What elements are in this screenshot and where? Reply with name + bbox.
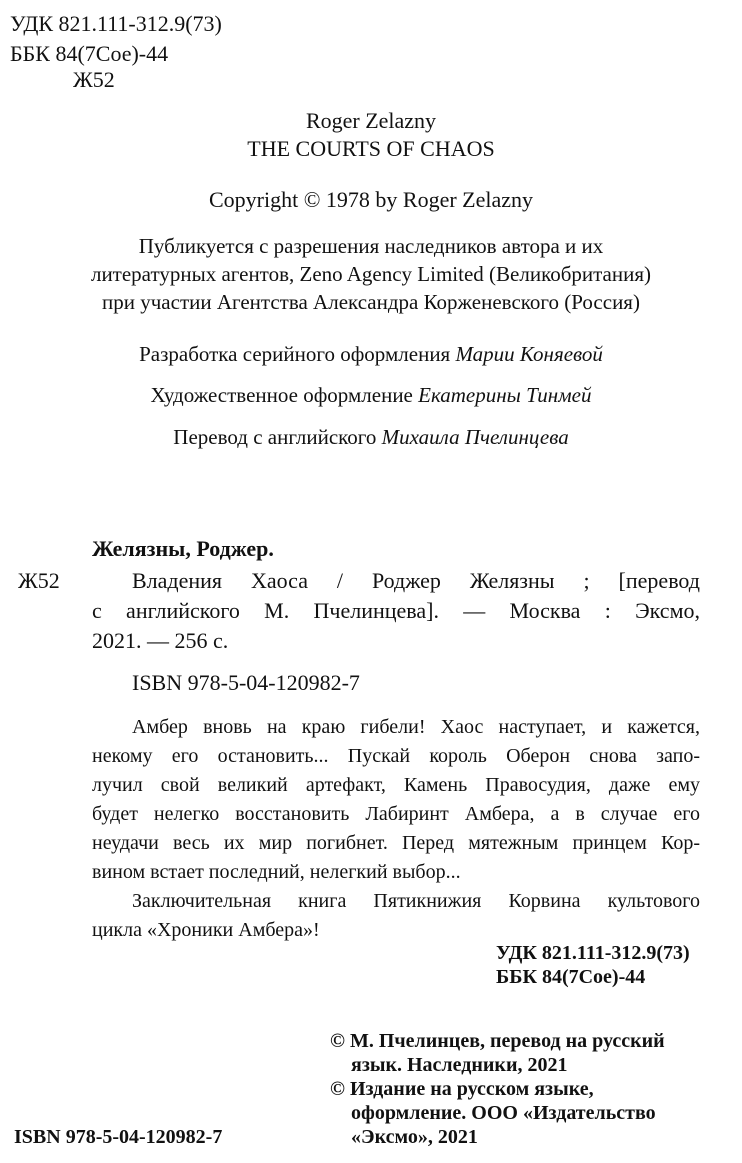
footer-copyright-line: «Эксмо», 2021	[351, 1126, 478, 1148]
credit-name: Марии Коняевой	[455, 342, 603, 366]
credit-name: Михаила Пчелинцева	[381, 425, 569, 449]
footer-copyright-line: язык. Наследники, 2021	[351, 1054, 568, 1076]
catalog-author-heading: Желязны, Роджер.	[92, 536, 274, 561]
catalog-code: Ж52	[18, 568, 60, 593]
annotation-line: неудачи весь их мир погибнет. Перед мятежным принцем Кор-	[92, 832, 700, 854]
credit-translation	[0, 425, 742, 450]
classification-udk: УДК 821.111-312.9(73)	[496, 942, 690, 964]
annotation-line: цикла «Хроники Амбера»!	[92, 919, 320, 941]
catalog-entry-line: 2021. — 256 с.	[92, 628, 229, 653]
credit-label: Перевод с английского	[173, 425, 377, 449]
footer-copyright-line: © М. Пчелинцев, перевод на русский	[330, 1030, 665, 1052]
annotation-line: Заключительная книга Пятикнижия Корвина культового	[132, 890, 700, 912]
annotation-line: лучил свой великий артефакт, Камень Правосудия, даже ему	[92, 774, 700, 796]
header-bbk: ББК 84(7Сое)-44	[10, 41, 169, 66]
credit-art-design	[0, 383, 742, 408]
header-code: Ж52	[73, 67, 115, 92]
credit-series-design	[0, 342, 742, 367]
footer-copyright-line: © Издание на русском языке,	[330, 1078, 594, 1100]
annotation-line: вином встает последний, нелегкий выбор...	[92, 861, 461, 883]
footer-copyright-line: оформление. ООО «Издательство	[351, 1102, 656, 1124]
permission-line: литературных агентов, Zeno Agency Limited (Великобритания)	[90, 262, 652, 286]
catalog-entry-line: с английского М. Пчелинцева]. — Москва : Эксмо,	[92, 598, 700, 623]
catalog-entry-line: Владения Хаоса / Роджер Желязны ; [перевод	[132, 568, 700, 593]
classification-bbk: ББК 84(7Сое)-44	[496, 966, 646, 988]
footer-isbn: ISBN 978-5-04-120982-7	[14, 1126, 223, 1148]
credit-label: Разработка серийного оформления	[139, 342, 451, 366]
original-title: THE COURTS OF CHAOS	[247, 136, 495, 161]
original-copyright: Copyright © 1978 by Roger Zelazny	[208, 187, 534, 212]
credit-label: Художественное оформление	[150, 383, 413, 407]
permission-line: при участии Агентства Александра Корженевского (Россия)	[102, 290, 640, 314]
header-udk: УДК 821.111-312.9(73)	[10, 11, 222, 36]
credit-name: Екатерины Тинмей	[418, 383, 592, 407]
permission-line: Публикуется с разрешения наследников автора и их	[138, 234, 604, 258]
annotation-line: будет нелегко восстановить Лабиринт Амбера, а в случае его	[92, 803, 700, 825]
annotation-line: некому его остановить... Пускай король Оберон снова запо-	[92, 745, 700, 767]
original-author: Roger Zelazny	[305, 108, 437, 133]
catalog-isbn: ISBN 978-5-04-120982-7	[132, 670, 360, 695]
annotation-line: Амбер вновь на краю гибели! Хаос наступает, и кажется,	[132, 716, 700, 738]
